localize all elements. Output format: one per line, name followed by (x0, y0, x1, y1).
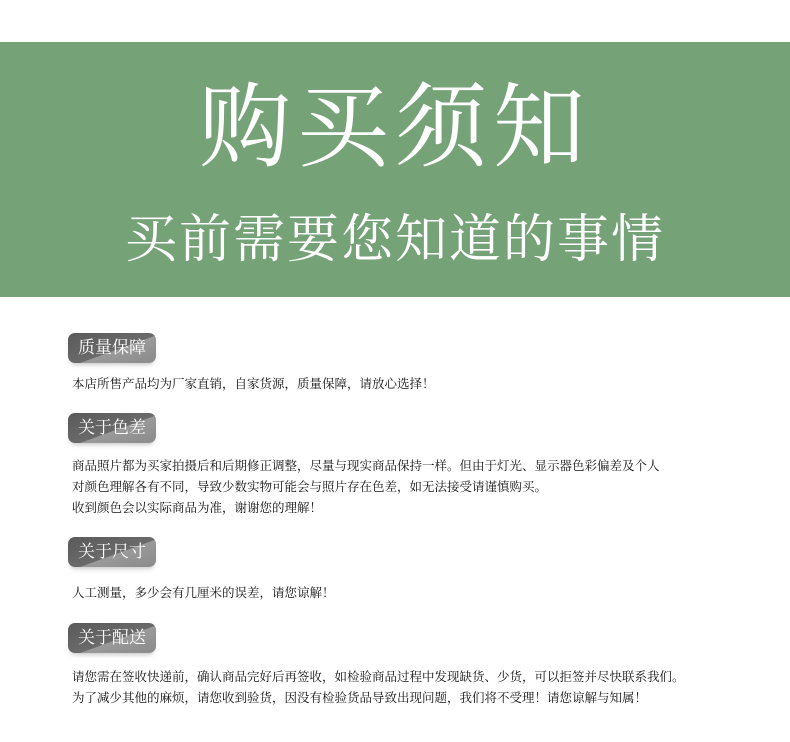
section-heading-quality: 质量保障 (68, 333, 156, 363)
delivery-text (72, 666, 685, 708)
section-heading-delivery: 关于配送 (68, 623, 156, 653)
text-line: 人工测量，多少会有几厘米的误差，请您谅解！ (72, 585, 335, 600)
text-line: 对颜色理解各有不同，导致少数实物可能会与照片存在色差，如无法接受请谨慎购买。 (72, 479, 548, 494)
page-subtitle: 买前需要您知道的事情 (124, 210, 665, 270)
text-line: 为了减少其他的麻烦，请您收到验货，因没有检验货品导致出现问题，我们将不受理！请您谅解与知属！ (72, 690, 648, 705)
page-title: 购买须知 (198, 74, 591, 181)
text-line: 请您需在签收快递前，确认商品完好后再签收，如检验商品过程中发现缺货、少货，可以拒签并尽快联系我们。 (72, 669, 685, 684)
header-banner (0, 42, 790, 297)
text-line: 本店所售产品均为厂家直销，自家货源，质量保障，请放心选择！ (72, 376, 435, 391)
text-line: 商品照片都为买家拍摄后和后期修正调整，尽量与现实商品保持一样。但由于灯光、显示器色彩偏差及个人 (72, 458, 660, 473)
size-text (72, 582, 335, 603)
section-heading-size: 关于尺寸 (68, 537, 156, 567)
section-heading-color: 关于色差 (68, 413, 156, 443)
quality-text (72, 373, 435, 394)
color-text (72, 455, 660, 518)
text-line: 收到颜色会以实际商品为准，谢谢您的理解！ (72, 500, 323, 515)
